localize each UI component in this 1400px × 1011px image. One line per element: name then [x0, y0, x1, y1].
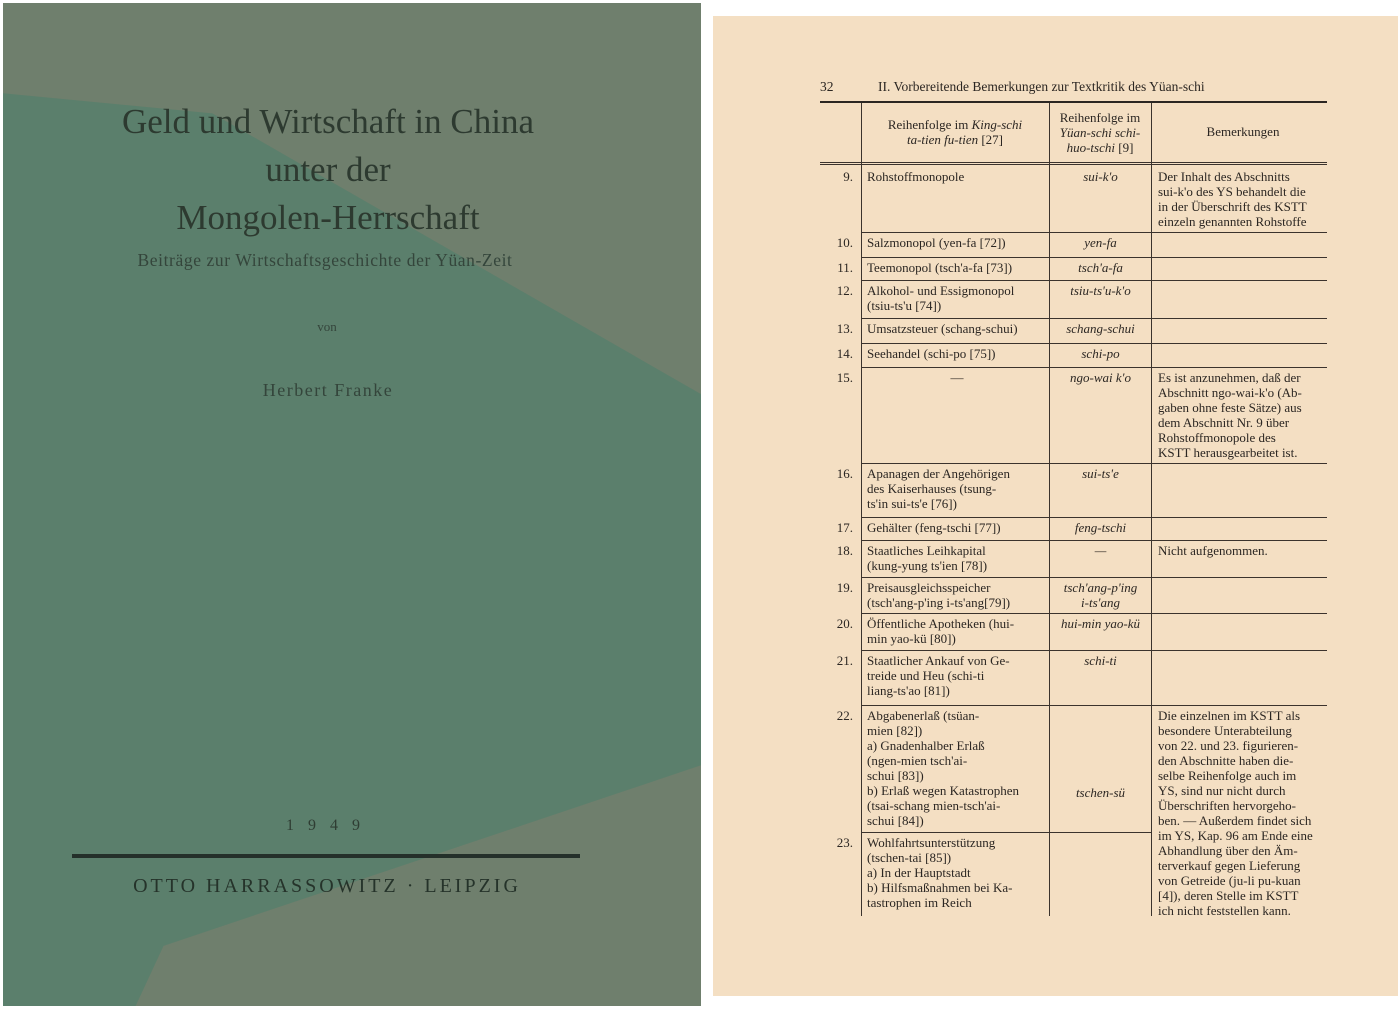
table-horizontal-rule — [861, 517, 1327, 518]
table-horizontal-rule — [861, 705, 1327, 706]
cell-line: Gehälter (feng-tschi [77]) — [867, 520, 1001, 535]
cell-line: tsiu-ts'u-k'o — [1070, 283, 1131, 298]
cell-kstt — [867, 346, 1047, 361]
cell-line: (tsch'ang-p'ing i-ts'ang[79]) — [867, 595, 1011, 610]
cell-line: (tschen-tai [85]) — [867, 850, 952, 865]
cell-remarks — [1158, 543, 1330, 558]
row-number: 23. — [836, 835, 853, 850]
cell-line: tsch'a-fa — [1078, 260, 1123, 275]
header-rule — [820, 101, 1327, 103]
row-number: 18. — [836, 543, 853, 558]
cell-kstt — [867, 708, 1047, 828]
cell-line: gaben ohne feste Sätze) aus — [1158, 400, 1302, 415]
cell-ys — [1053, 169, 1148, 184]
cell-line: tsch'ang-p'ing — [1063, 580, 1138, 595]
cover-title-line: Geld und Wirtschaft in China — [121, 102, 535, 141]
column-header-text: huo-tschi — [1066, 140, 1115, 155]
cell-line: treide und Heu (schi-ti — [867, 668, 985, 683]
table-vertical-rule — [861, 103, 862, 916]
cell-line: Nicht aufgenommen. — [1158, 543, 1268, 558]
cell-line: tastrophen im Reich — [867, 895, 972, 910]
cell-ys — [1053, 321, 1148, 336]
cell-line: Die einzelnen im KSTT als — [1158, 708, 1301, 723]
cell-line: einzeln genannten Rohstoffe — [1158, 214, 1307, 229]
column-header-text: Reihenfolge im — [887, 117, 969, 132]
table-horizontal-rule — [861, 577, 1327, 578]
column-header-text: ta-tien fu-tien — [906, 132, 979, 147]
cell-line: hui-min yao-kü — [1060, 616, 1141, 631]
column-header-text: Reihenfolge im — [1059, 110, 1141, 125]
cell-kstt — [867, 260, 1047, 275]
cover-title-line: unter der — [265, 150, 391, 189]
cell-kstt — [867, 520, 1047, 535]
row-number: 17. — [836, 520, 853, 535]
cell-line: im YS, Kap. 96 am Ende eine — [1158, 828, 1313, 843]
cover-divider — [72, 854, 580, 858]
cell-line: Preisausgleichsspeicher — [867, 580, 991, 595]
cell-line: yen-fa — [1084, 235, 1117, 250]
table-horizontal-rule — [861, 650, 1327, 651]
cover-subtitle: Beiträge zur Wirtschaftsgeschichte der Yüan-Zeit — [137, 250, 513, 270]
table-horizontal-rule — [861, 540, 1327, 541]
cell-line: Apanagen der Angehörigen — [867, 466, 1010, 481]
table-horizontal-rule — [861, 343, 1327, 344]
row-number: 19. — [836, 580, 853, 595]
cell-line: Teemonopol (tsch'a-fa [73]) — [867, 260, 1013, 275]
table-horizontal-rule — [820, 162, 1327, 163]
cell-line: den Abschnitte haben die- — [1158, 753, 1294, 768]
cell-line: sui-ts'e — [1082, 466, 1119, 481]
cell-line: — — [1094, 543, 1107, 558]
book-page — [713, 16, 1398, 996]
cell-ys — [1053, 283, 1148, 298]
row-number: 22. — [836, 708, 853, 723]
cover-year: 1949 — [286, 817, 374, 834]
cell-line: besondere Unterabteilung — [1158, 723, 1292, 738]
cell-line: Seehandel (schi-po [75]) — [867, 346, 996, 361]
cell-line: schui [83]) — [867, 768, 924, 783]
cell-ys — [1053, 785, 1148, 800]
table-horizontal-rule — [861, 367, 1327, 368]
cell-line: schi-po — [1081, 346, 1120, 361]
cell-line: mien [82]) — [867, 723, 923, 738]
cell-kstt — [867, 835, 1047, 910]
cell-line: Der Inhalt des Abschnitts — [1158, 169, 1290, 184]
column-header-remarks: Bemerkungen — [1206, 124, 1280, 139]
cell-line: KSTT herausgearbeitet ist. — [1158, 445, 1298, 460]
cell-line: Salzmonopol (yen-fa [72]) — [867, 235, 1006, 250]
page-header — [820, 79, 1330, 101]
cell-line: Es ist anzunehmen, daß der — [1158, 370, 1301, 385]
table-horizontal-rule — [861, 280, 1327, 281]
column-header-text: [27] — [981, 132, 1004, 147]
cell-kstt — [867, 543, 1047, 573]
cell-line: Öffentliche Apotheken (hui- — [867, 616, 1015, 631]
cell-kstt — [867, 466, 1047, 511]
cell-line: feng-tschi — [1074, 520, 1127, 535]
table-horizontal-rule — [861, 257, 1327, 258]
cell-remarks — [1158, 169, 1330, 229]
cell-kstt — [867, 653, 1047, 698]
table-horizontal-rule — [861, 318, 1327, 319]
cell-ys — [1053, 346, 1148, 361]
cell-line: sui-k'o — [1083, 169, 1118, 184]
cell-kstt — [867, 616, 1047, 646]
column-header-text: Yüan-schi schi- — [1059, 125, 1141, 140]
cell-line: Rohstoffmonopole — [867, 169, 965, 184]
cell-line: Abhandlung über den Äm- — [1158, 843, 1298, 858]
row-number: 14. — [836, 346, 853, 361]
cell-line: YS, sind nur nicht durch — [1158, 783, 1286, 798]
table-vertical-rule — [1151, 103, 1152, 916]
cell-line: a) Gnadenhalber Erlaß — [867, 738, 985, 753]
cell-line: a) In der Hauptstadt — [867, 865, 971, 880]
table-horizontal-rule — [861, 232, 1327, 233]
cell-kstt — [867, 235, 1047, 250]
row-number: 12. — [836, 283, 853, 298]
cover-von: von — [317, 319, 337, 334]
row-number: 16. — [836, 466, 853, 481]
cell-line: ich nicht feststellen kann. — [1158, 903, 1291, 918]
cell-line: min yao-kü [80]) — [867, 631, 956, 646]
cell-ys — [1053, 235, 1148, 250]
cell-line: selbe Reihenfolge auch im — [1158, 768, 1297, 783]
cell-remarks — [1158, 370, 1330, 460]
page-number: 32 — [820, 79, 834, 94]
cell-line: terverkauf gegen Lieferung — [1158, 858, 1301, 873]
cell-line: ngo-wai k'o — [1070, 370, 1131, 385]
cover-publisher: OTTO HARRASSOWITZ · LEIPZIG — [133, 875, 521, 897]
cell-line: Staatlicher Ankauf von Ge- — [867, 653, 1010, 668]
cell-line: (ngen-mien tsch'ai- — [867, 753, 968, 768]
cell-line: von 22. und 23. figurieren- — [1158, 738, 1299, 753]
cell-line: ts'in sui-ts'e [76]) — [867, 496, 957, 511]
cell-line: von Getreide (ju-li pu-kuan — [1158, 873, 1301, 888]
cell-line: Wohlfahrtsunterstützung — [867, 835, 996, 850]
cell-line: (tsai-schang mien-tsch'ai- — [867, 798, 1001, 813]
cell-line: schui [84]) — [867, 813, 924, 828]
cell-line: dem Abschnitt Nr. 9 über — [1158, 415, 1290, 430]
table-vertical-rule — [1049, 103, 1050, 916]
cell-kstt — [867, 283, 1047, 313]
cell-line: sui-k'o des YS behandelt die — [1158, 184, 1306, 199]
row-number: 10. — [836, 235, 853, 250]
row-number: 20. — [836, 616, 853, 631]
table-horizontal-rule — [820, 164, 1327, 165]
cell-ys — [1053, 260, 1148, 275]
cell-line: (kung-yung ts'ien [78]) — [867, 558, 988, 573]
cell-line: b) Hilfsmaßnahmen bei Ka- — [867, 880, 1013, 895]
cell-kstt — [867, 169, 1047, 184]
cell-line: (tsiu-ts'u [74]) — [867, 298, 942, 313]
column-header-text: King-schi — [971, 117, 1023, 132]
cell-ys — [1053, 616, 1148, 631]
cell-ys — [1053, 520, 1148, 535]
cell-line: i-ts'ang — [1081, 595, 1120, 610]
cell-line: Abgabenerlaß (tsüan- — [867, 708, 980, 723]
cell-line: liang-ts'ao [81]) — [867, 683, 950, 698]
cell-line: — — [950, 370, 964, 385]
cell-ys — [1053, 580, 1148, 610]
column-header-ys — [1050, 110, 1150, 155]
cell-line: ben. — Außerdem findet sich — [1158, 813, 1312, 828]
cell-line: in der Überschrift des KSTT — [1158, 199, 1307, 214]
cell-kstt — [867, 370, 1047, 385]
row-number: 13. — [836, 321, 853, 336]
column-header-kstt — [861, 117, 1049, 147]
cell-line: Umsatzsteuer (schang-schui) — [867, 321, 1018, 336]
cover-title-line: Mongolen-Herrschaft — [176, 198, 480, 237]
cell-line: schi-ti — [1084, 653, 1117, 668]
table-horizontal-rule — [861, 832, 1151, 833]
cell-line: Rohstoffmonopole des — [1158, 430, 1276, 445]
cell-ys — [1053, 543, 1148, 558]
cover-author: Herbert Franke — [262, 380, 394, 400]
running-head: II. Vorbereitende Bemerkungen zur Textkritik des Yüan-schi — [878, 79, 1205, 94]
cover-title — [3, 98, 678, 242]
cell-line: Überschriften hervorgeho- — [1158, 798, 1297, 813]
cell-line: Alkohol- und Essigmonopol — [867, 283, 1015, 298]
cell-line: tschen-sü — [1075, 785, 1126, 800]
cell-line: Staatliches Leihkapital — [867, 543, 986, 558]
cell-line: des Kaiserhauses (tsung- — [867, 481, 997, 496]
row-number: 9. — [843, 169, 853, 184]
cell-ys — [1053, 466, 1148, 481]
table-horizontal-rule — [861, 463, 1327, 464]
cell-remarks — [1158, 708, 1330, 918]
column-header-text: [9] — [1118, 140, 1134, 155]
cell-line: Abschnitt ngo-wai-k'o (Ab- — [1158, 385, 1302, 400]
book-cover — [3, 3, 701, 1006]
row-number: 11. — [837, 260, 853, 275]
cell-ys — [1053, 370, 1148, 385]
cell-kstt — [867, 321, 1047, 336]
cell-line: [4]), deren Stelle im KSTT — [1158, 888, 1299, 903]
row-number: 15. — [836, 370, 853, 385]
cell-kstt — [867, 580, 1047, 610]
cell-line: b) Erlaß wegen Katastrophen — [867, 783, 1019, 798]
row-number: 21. — [836, 653, 853, 668]
cell-ys — [1053, 653, 1148, 668]
table-horizontal-rule — [861, 613, 1327, 614]
cell-line: schang-schui — [1066, 321, 1135, 336]
